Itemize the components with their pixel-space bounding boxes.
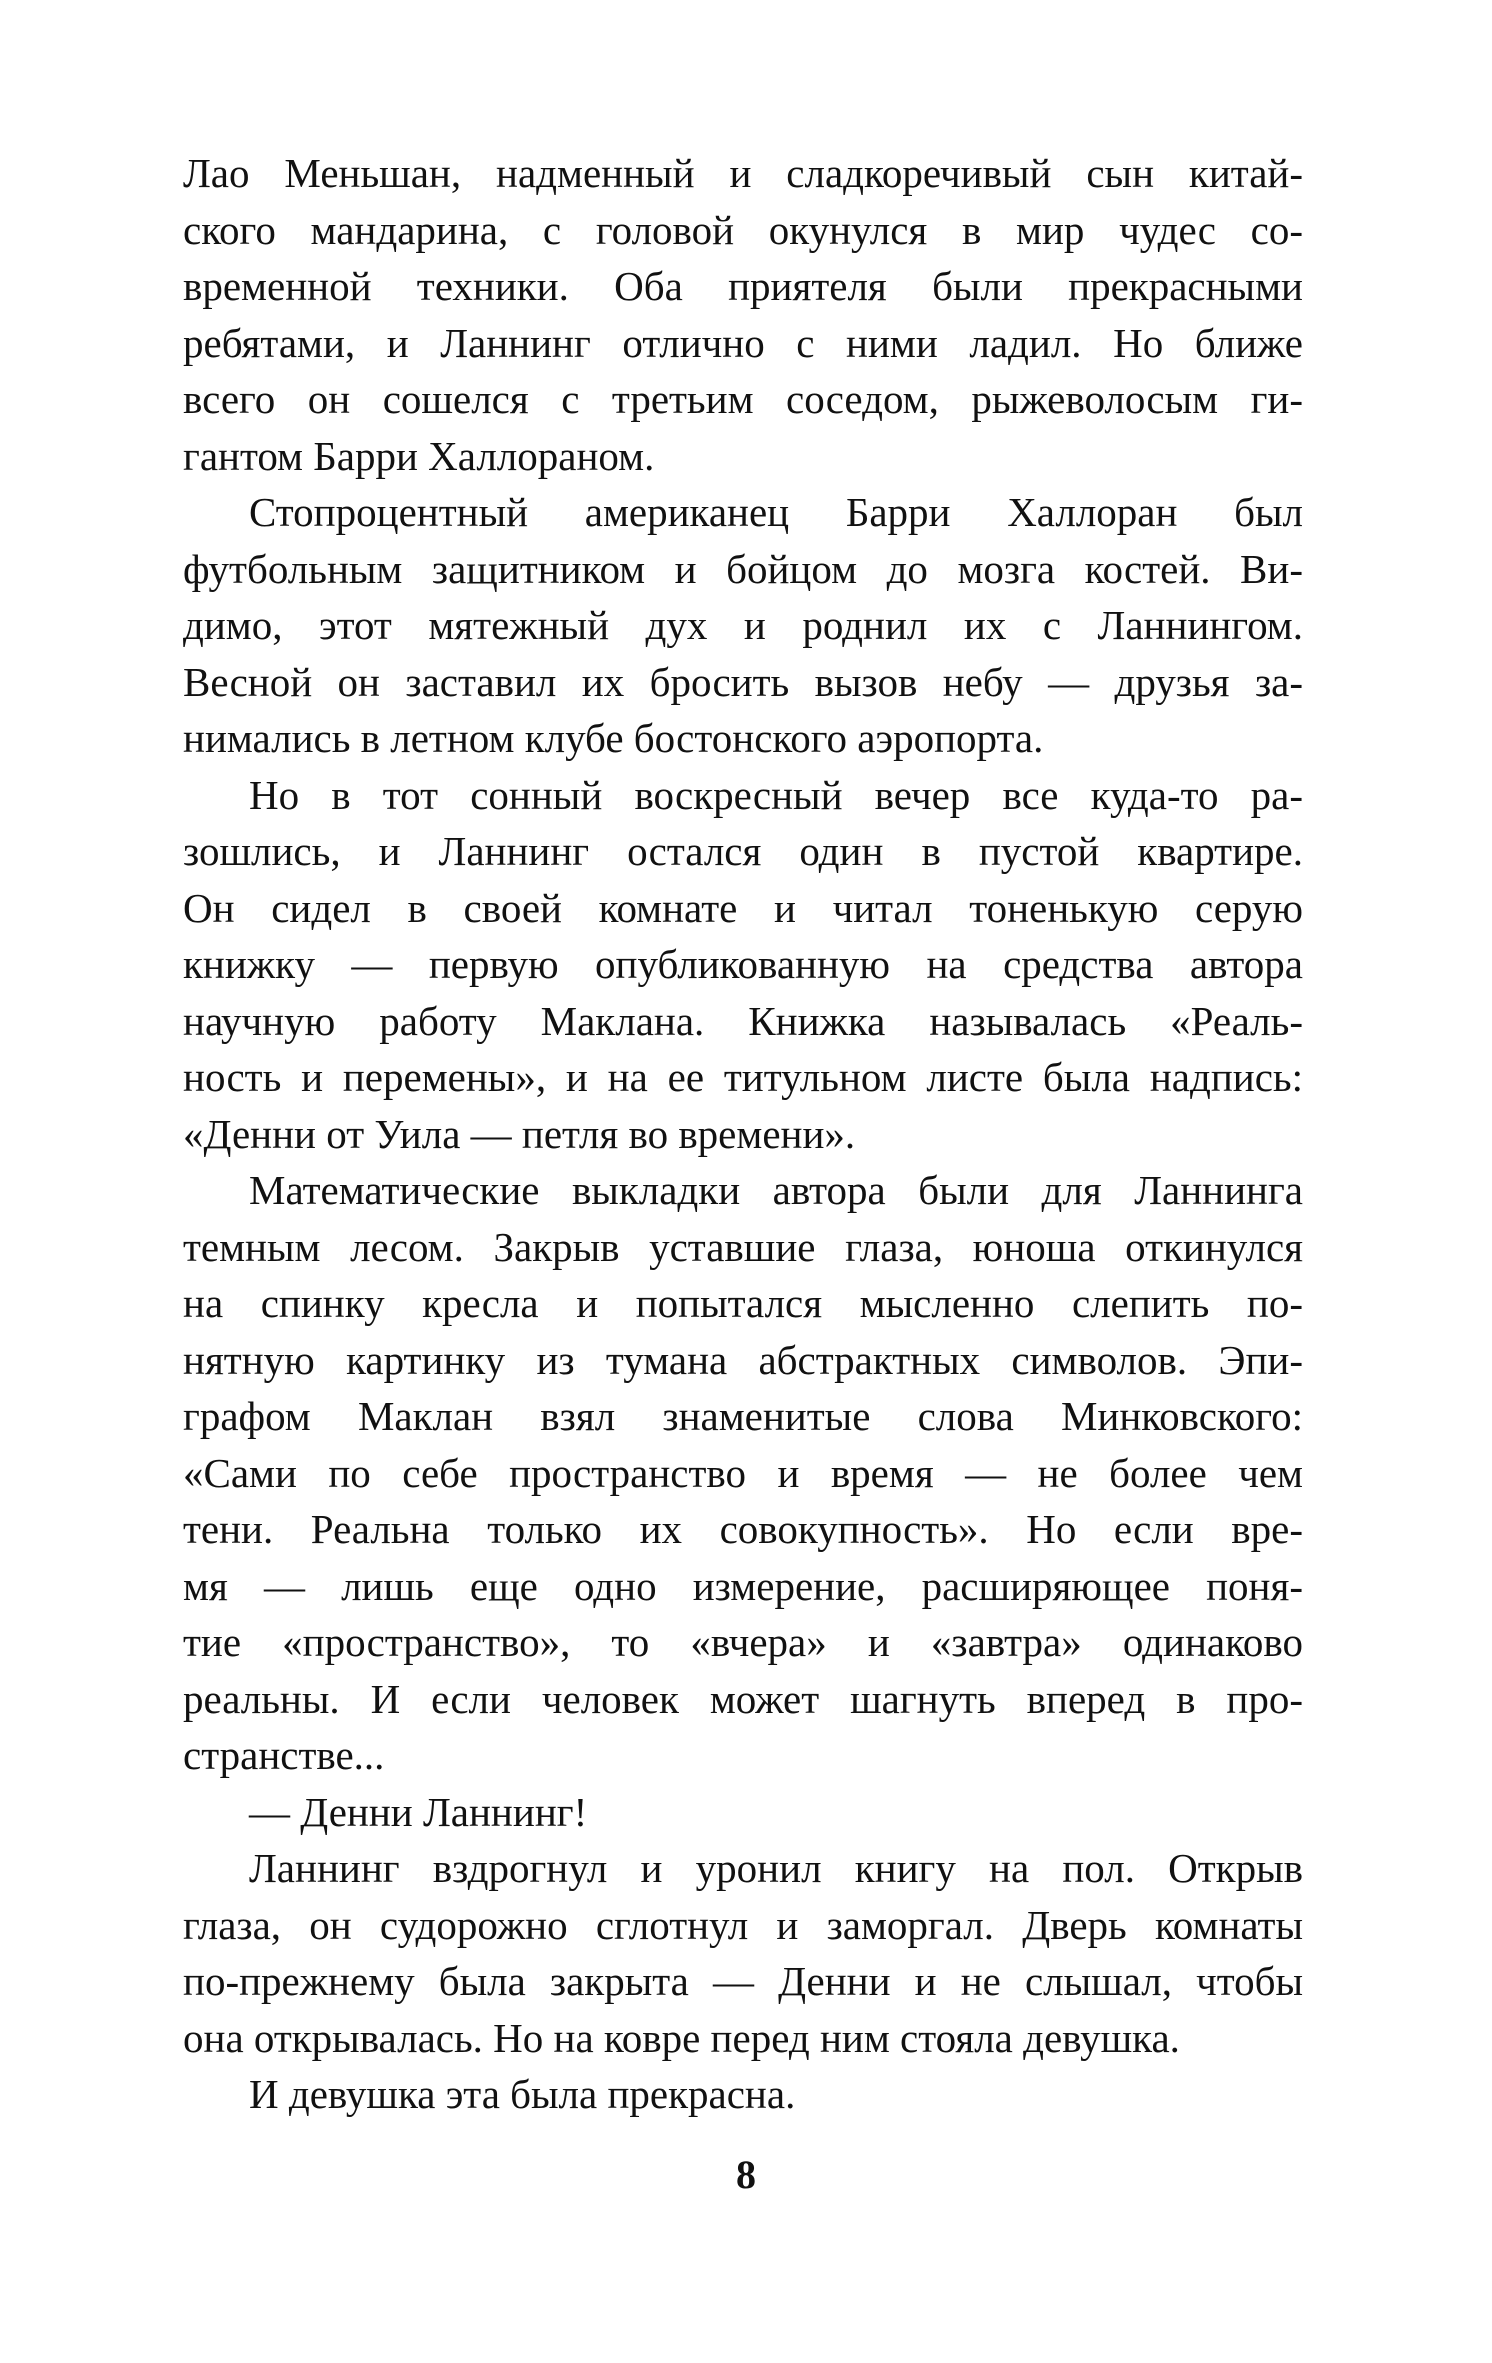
text-line: ность и перемены», и на ее титульном листе была надпись: bbox=[183, 1054, 1303, 1100]
text-line: «Сами по себе пространство и время — не более чем bbox=[183, 1449, 1303, 1496]
text-line: ребятами, и Ланнинг отлично с ними ладил. Но ближе bbox=[183, 319, 1303, 366]
text-line: Математические выкладки автора были для Ланнинга bbox=[249, 1167, 1303, 1213]
text-line: Стопроцентный американец Барри Халлоран был bbox=[249, 489, 1303, 535]
text-line: по-прежнему была закрыта — Денни и не слышал, чтобы bbox=[183, 1958, 1303, 2004]
text-line: нятную картинку из тумана абстрактных символов. Эпи- bbox=[183, 1336, 1303, 1383]
text-line: странстве... bbox=[183, 1732, 385, 1778]
paragraph bbox=[183, 1162, 1303, 1784]
text-line: Но в тот сонный воскресный вечер все куда-то ра- bbox=[249, 771, 1303, 818]
text-line: Лао Меньшан, надменный и сладкоречивый сын китай- bbox=[183, 150, 1303, 196]
text-line: нимались в летном клубе бостонского аэропорта. bbox=[183, 715, 1044, 761]
paragraph bbox=[183, 145, 1303, 484]
text-line: глаза, он судорожно сглотнул и заморгал. Дверь комнаты bbox=[183, 1901, 1303, 1948]
paragraph bbox=[183, 484, 1303, 767]
page-number: 8 bbox=[736, 2152, 756, 2197]
paragraph bbox=[183, 1840, 1303, 2066]
text-line: Весной он заставил их бросить вызов небу — друзья за- bbox=[183, 658, 1303, 705]
paragraph bbox=[183, 767, 1303, 1163]
text-line: «Денни от Уила — петля во времени». bbox=[183, 1110, 856, 1157]
text-line: всего он сошелся с третьим соседом, рыжеволосым ги- bbox=[183, 376, 1303, 422]
text-line: реальны. И если человек может шагнуть вперед в про- bbox=[183, 1675, 1303, 1722]
text-line: на спинку кресла и попытался мысленно слепить по- bbox=[183, 1280, 1303, 1326]
text-line: И девушка эта была прекрасна. bbox=[249, 2071, 796, 2117]
text-line: Он сидел в своей комнате и читал тоненькую серую bbox=[183, 884, 1303, 931]
text-line: футбольным защитником и бойцом до мозга костей. Ви- bbox=[183, 545, 1303, 592]
paragraph bbox=[183, 2066, 1303, 2123]
text-line: тени. Реальна только их совокупность». Но если вре- bbox=[183, 1506, 1303, 1552]
text-line: мя — лишь еще одно измерение, расширяющее поня- bbox=[183, 1562, 1303, 1609]
text-line: димо, этот мятежный дух и роднил их с Ланнингом. bbox=[183, 602, 1303, 648]
text-line: ского мандарина, с головой окунулся в мир чудес со- bbox=[183, 206, 1303, 253]
text-line: Ланнинг вздрогнул и уронил книгу на пол. Открыв bbox=[249, 1845, 1303, 1891]
text-line: она открывалась. Но на ковре перед ним стояла девушка. bbox=[183, 2014, 1180, 2061]
text-line: графом Маклан взял знаменитые слова Минковского: bbox=[183, 1393, 1303, 1439]
text-line: — Денни Ланнинг! bbox=[249, 1788, 588, 1835]
paragraph bbox=[183, 1784, 1303, 1841]
text-line: гантом Барри Халлораном. bbox=[183, 432, 655, 479]
body-text bbox=[183, 145, 1303, 2123]
text-line: тие «пространство», то «вчера» и «завтра» одинаково bbox=[183, 1619, 1303, 1665]
text-line: книжку — первую опубликованную на средства автора bbox=[183, 941, 1303, 987]
text-line: научную работу Маклана. Книжка называлась «Реаль- bbox=[183, 997, 1303, 1044]
text-line: темным лесом. Закрыв уставшие глаза, юноша откинулся bbox=[183, 1223, 1303, 1270]
text-line: временной техники. Оба приятеля были прекрасными bbox=[183, 263, 1303, 309]
text-line: зошлись, и Ланнинг остался один в пустой квартире. bbox=[183, 828, 1303, 874]
